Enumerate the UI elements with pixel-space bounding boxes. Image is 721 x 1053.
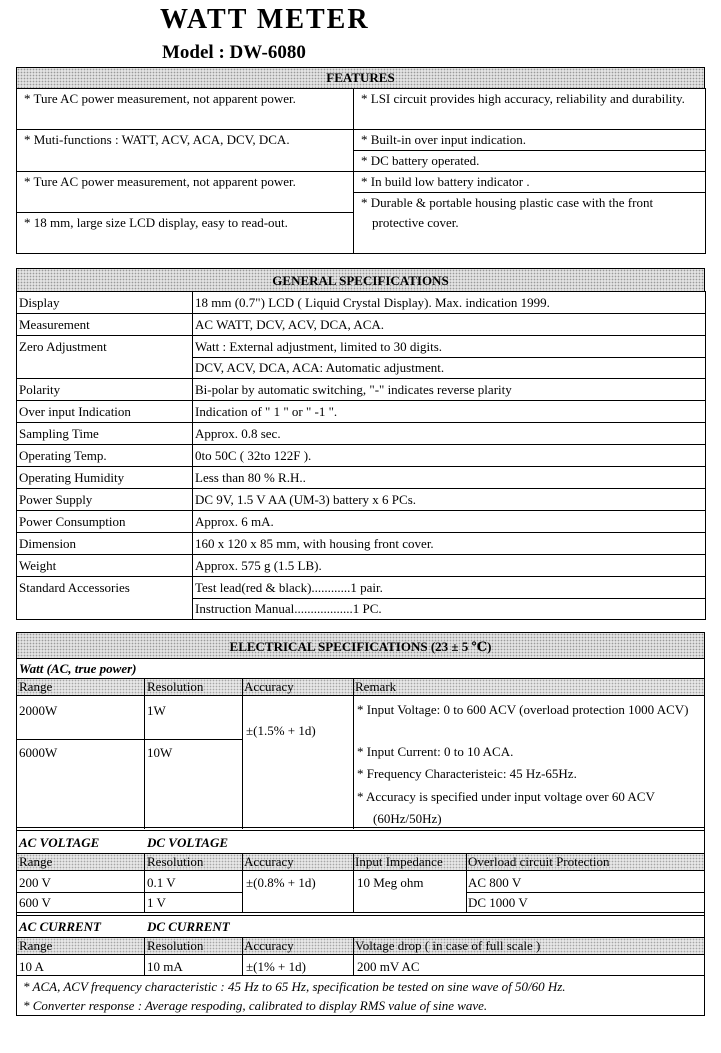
spec-label: Over input Indication xyxy=(17,401,193,423)
spec-value: Bi-polar by automatic switching, "-" indicates reverse plarity xyxy=(193,379,706,401)
current-range: 10 A xyxy=(19,959,44,974)
watt-remark-3: * Frequency Characteristeic: 45 Hz-65Hz. xyxy=(357,766,577,781)
spec-label: Measurement xyxy=(17,314,193,336)
spec-label: Power Consumption xyxy=(17,511,193,533)
feature-left-2: * Muti-functions : WATT, ACV, ACA, DCV, DCA. xyxy=(17,130,354,172)
current-col-range: Range xyxy=(19,938,53,953)
spec-label: Operating Humidity xyxy=(17,467,193,489)
feature-right-3: * DC battery operated. xyxy=(354,151,706,172)
voltage-col-impedance: Input Impedance xyxy=(355,854,443,869)
spec-value: DCV, ACV, DCA, ACA: Automatic adjustment. xyxy=(193,358,706,379)
features-header-label: FEATURES xyxy=(326,70,395,85)
spec-value: Test lead(red & black)............1 pair. xyxy=(193,577,706,599)
dc-current-title: DC CURRENT xyxy=(147,919,230,934)
spec-label: Operating Temp. xyxy=(17,445,193,467)
spec-value: Approx. 0.8 sec. xyxy=(193,423,706,445)
watt-col-resolution: Resolution xyxy=(147,679,204,694)
feature-right-1: * LSI circuit provides high accuracy, reliability and durability. xyxy=(354,89,706,130)
general-specs-table xyxy=(16,291,706,620)
current-voltage-drop: 200 mV AC xyxy=(357,959,420,974)
voltage-resolution-1: 1 V xyxy=(147,895,166,910)
general-header-label: GENERAL SPECIFICATIONS xyxy=(272,273,449,288)
watt-col-remark: Remark xyxy=(355,679,397,694)
spec-label: Dimension xyxy=(17,533,193,555)
feature-right-4: * In build low battery indicator . xyxy=(354,172,706,193)
spec-value: Approx. 6 mA. xyxy=(193,511,706,533)
watt-remark-2: * Input Current: 0 to 10 ACA. xyxy=(357,744,514,759)
voltage-impedance: 10 Meg ohm xyxy=(357,875,424,890)
general-header xyxy=(16,268,705,292)
ac-current-title: AC CURRENT xyxy=(19,919,101,934)
spec-value: Indication of " 1 " or " -1 ". xyxy=(193,401,706,423)
watt-section-title: Watt (AC, true power) xyxy=(19,661,137,676)
electrical-header-label: ELECTRICAL SPECIFICATIONS (23 ± 5 ℃) xyxy=(229,639,492,654)
watt-remark-1: * Input Voltage: 0 to 600 ACV (overload protection 1000 ACV) xyxy=(357,702,689,717)
note-frequency: * ACA, ACV frequency characteristic : 45 Hz to 65 Hz, specification be tested on sine wave of 50/60 Hz. xyxy=(23,979,566,994)
spec-label: Polarity xyxy=(17,379,193,401)
spec-label: Standard Accessories xyxy=(17,577,193,620)
voltage-range-200: 200 V xyxy=(19,875,51,890)
spec-label: Power Supply xyxy=(17,489,193,511)
feature-right-5: * Durable & portable housing plastic case with the front protective cover. xyxy=(354,193,706,254)
watt-col-range: Range xyxy=(19,679,53,694)
spec-value: Watt : External adjustment, limited to 30 digits. xyxy=(193,336,706,358)
model-number: Model : DW-6080 xyxy=(162,42,306,63)
spec-value: 160 x 120 x 85 mm, with housing front cover. xyxy=(193,533,706,555)
watt-resolution-1w: 1W xyxy=(147,703,166,718)
voltage-col-overload: Overload circuit Protection xyxy=(468,854,610,869)
watt-resolution-10w: 10W xyxy=(147,745,173,760)
current-col-resolution: Resolution xyxy=(147,938,204,953)
features-header xyxy=(16,67,705,89)
spec-value: Approx. 575 g (1.5 LB). xyxy=(193,555,706,577)
feature-left-4: * 18 mm, large size LCD display, easy to read-out. xyxy=(17,213,354,254)
voltage-col-resolution: Resolution xyxy=(147,854,204,869)
spec-label: Display xyxy=(17,292,193,314)
current-col-accuracy: Accuracy xyxy=(244,938,294,953)
spec-value: Instruction Manual..................1 PC. xyxy=(193,599,706,620)
feature-left-1: * Ture AC power measurement, not apparent power. xyxy=(17,89,354,130)
feature-left-3: * Ture AC power measurement, not apparent power. xyxy=(17,172,354,213)
page-title: WATT METER xyxy=(160,4,370,35)
spec-label: Zero Adjustment xyxy=(17,336,193,379)
overload-ac: AC 800 V xyxy=(468,875,522,890)
watt-range-6000: 6000W xyxy=(19,745,58,760)
current-resolution: 10 mA xyxy=(147,959,183,974)
note-converter: * Converter response : Average respoding, calibrated to display RMS value of sine wave. xyxy=(23,998,488,1013)
voltage-resolution-01: 0.1 V xyxy=(147,875,176,890)
spec-value: Less than 80 % R.H.. xyxy=(193,467,706,489)
dc-voltage-title: DC VOLTAGE xyxy=(147,835,229,850)
voltage-range-600: 600 V xyxy=(19,895,51,910)
feature-right-2: * Built-in over input indication. xyxy=(354,130,706,151)
voltage-accuracy: ±(0.8% + 1d) xyxy=(246,875,316,890)
current-accuracy: ±(1% + 1d) xyxy=(246,959,306,974)
watt-accuracy: ±(1.5% + 1d) xyxy=(246,723,316,738)
current-col-voltage-drop: Voltage drop ( in case of full scale ) xyxy=(355,938,541,953)
spec-value: 0to 50C ( 32to 122F ). xyxy=(193,445,706,467)
spec-value: DC 9V, 1.5 V AA (UM-3) battery x 6 PCs. xyxy=(193,489,706,511)
ac-voltage-title: AC VOLTAGE xyxy=(19,835,100,850)
watt-remark-4: * Accuracy is specified under input voltage over 60 ACV (60Hz/50Hz) xyxy=(357,789,655,826)
features-table xyxy=(16,88,706,254)
overload-dc: DC 1000 V xyxy=(468,895,528,910)
voltage-col-range: Range xyxy=(19,854,53,869)
electrical-header xyxy=(16,632,705,659)
spec-value: 18 mm (0.7") LCD ( Liquid Crystal Display). Max. indication 1999. xyxy=(193,292,706,314)
watt-col-accuracy: Accuracy xyxy=(244,679,294,694)
spec-value: AC WATT, DCV, ACV, DCA, ACA. xyxy=(193,314,706,336)
watt-range-2000: 2000W xyxy=(19,703,58,718)
voltage-col-accuracy: Accuracy xyxy=(244,854,294,869)
electrical-specs-block xyxy=(16,658,705,1016)
spec-label: Weight xyxy=(17,555,193,577)
spec-label: Sampling Time xyxy=(17,423,193,445)
